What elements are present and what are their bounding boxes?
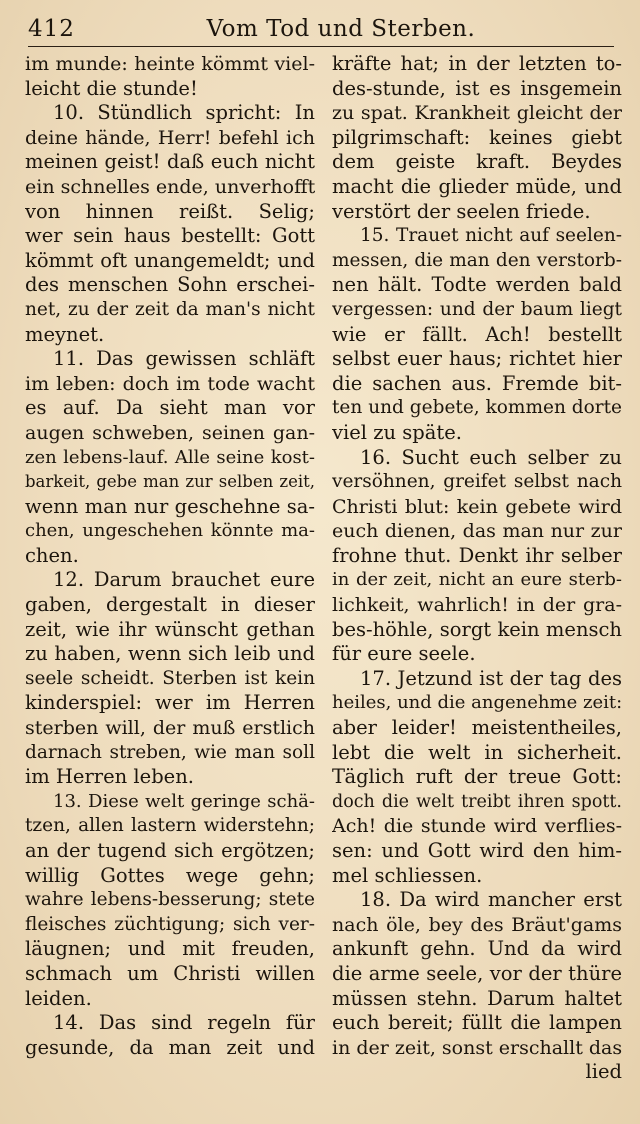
text-line: versöhnen, greifet selbst nach (332, 471, 622, 493)
text-line: 16. Sucht euch selber zu (360, 445, 622, 469)
text-line: sterben will, der muß erstlich (25, 717, 315, 740)
text-line: in der zeit, nicht an eure sterb- (332, 569, 622, 591)
left-text-column (25, 52, 315, 1060)
text-line: frohne thut. Denkt ihr selber (332, 543, 622, 567)
text-line: Christi blut: kein gebete wird (332, 495, 622, 518)
text-line: euch bereit; füllt die lampen (332, 1011, 622, 1035)
text-line: im munde: heinte kömmt viel- (25, 53, 315, 75)
text-line: 17. Jetzund ist der tag des (360, 666, 622, 690)
text-line: wahre lebens-besserung; stete (25, 889, 315, 911)
text-line: meinen geist! daß euch nicht (25, 150, 315, 174)
text-line: wenn man nur geschehne sa- (25, 494, 315, 518)
text-line: in der zeit, sonst erschallt das (332, 1036, 622, 1059)
text-line: messen, die man den verstorb- (332, 249, 622, 271)
text-line: chen. (25, 543, 79, 567)
text-line: heiles, und die angenehme zeit: (332, 692, 622, 714)
text-line: lebt die welt in sicherheit. (332, 740, 622, 764)
text-line: 11. Das gewissen schläft (53, 347, 315, 371)
text-line: selbst euer haus; richtet hier (332, 347, 622, 371)
text-line: barkeit, gebe man zur selben zeit, (25, 472, 315, 492)
right-text-column (332, 52, 622, 1085)
page-header (28, 10, 614, 47)
text-line: läugnen; und mit freuden, (25, 937, 315, 961)
text-line: von hinnen reißt. Selig; (25, 199, 315, 223)
text-line: Täglich ruft der treue Gott: (332, 765, 622, 789)
text-line: gesunde, da man zeit und (25, 1035, 315, 1059)
text-line: ein schnelles ende, unverhofft (25, 175, 315, 198)
text-line: verstört der seelen friede. (332, 199, 591, 223)
text-line: die sachen aus. Fremde bit- (332, 371, 622, 395)
text-line: gaben, dergestalt in dieser (25, 593, 315, 617)
page-number: 412 (28, 16, 75, 42)
text-line: im Herren leben. (25, 765, 194, 789)
text-line: sen: und Gott wird den him- (332, 839, 622, 862)
text-line: chen, ungeschehen könnte ma- (25, 520, 315, 542)
text-line: lichkeit, wahrlich! in der gra- (332, 594, 622, 617)
text-line: 15. Trauet nicht auf seelen- (360, 225, 622, 247)
text-line: wie er fällt. Ach! bestellt (332, 322, 622, 346)
text-line: mel schliessen. (332, 863, 483, 887)
text-line: net, zu der zeit da man's nicht (25, 298, 315, 320)
text-line: aber leider! meistentheiles, (332, 716, 622, 740)
text-line: lied (585, 1060, 622, 1084)
text-line: leiden. (25, 986, 92, 1010)
text-line: deine hände, Herr! befehl ich (25, 126, 315, 149)
text-line: darnach streben, wie man soll (25, 741, 315, 763)
text-line: im leben: doch im tode wacht (25, 372, 315, 395)
text-line: des-stunde, ist es insgemein (332, 76, 622, 100)
text-line: bes-höhle, sorgt kein mensch (332, 617, 622, 641)
text-line: zeit, wie ihr wünscht gethan (25, 617, 315, 641)
running-title: Vom Tod und Sterben. (206, 16, 476, 42)
text-line: an der tugend sich ergötzen; (25, 839, 315, 862)
text-line: zu spat. Krankheit gleicht der (332, 102, 622, 125)
text-line: tzen, allen lastern widerstehn; (25, 815, 315, 837)
text-line: es auf. Da sieht man vor (25, 396, 315, 420)
text-line: 10. Stündlich spricht: In (53, 101, 315, 125)
text-line: seele scheidt. Sterben ist kein (25, 667, 315, 689)
text-line: leicht die stunde! (25, 76, 198, 100)
text-line: des menschen Sohn erschei- (25, 273, 315, 297)
text-line: 18. Da wird mancher erst (360, 888, 622, 912)
text-line: macht die glieder müde, und (332, 174, 622, 198)
text-line: augen schweben, seinen gan- (25, 421, 315, 444)
text-line: willig Gottes wege gehn; (25, 863, 315, 887)
text-line: 14. Das sind regeln für (53, 1011, 315, 1035)
text-line: Ach! die stunde wird verflies- (332, 815, 622, 838)
text-line: kräfte hat; in der letzten to- (332, 52, 622, 75)
text-line: nen hält. Todte werden bald (332, 273, 622, 297)
text-line: fleisches züchtigung; sich ver- (25, 913, 315, 935)
text-line: doch die welt treibt ihren spott. (332, 791, 622, 812)
text-line: dem geiste kraft. Beydes (332, 150, 622, 174)
text-line: wer sein haus bestellt: Gott (25, 224, 315, 248)
text-line: viel zu späte. (332, 420, 462, 444)
text-line: kömmt oft unangemeldt; und (25, 248, 315, 272)
text-line: ten und gebete, kommen dorte (332, 397, 622, 419)
text-line: pilgrimschaft: keines giebt (332, 125, 622, 149)
text-line: kinderspiel: wer im Herren (25, 691, 315, 715)
text-line: euch dienen, das man nur zur (332, 520, 622, 543)
text-line: 12. Darum brauchet eure (53, 568, 315, 592)
text-line: die arme seele, vor der thüre (332, 961, 622, 985)
text-line: zen lebens-lauf. Alle seine kost- (25, 446, 315, 468)
text-line: müssen stehn. Darum haltet (332, 986, 622, 1010)
text-line: schmach um Christi willen (25, 961, 315, 985)
text-line: nach öle, bey des Bräut'gams (332, 913, 622, 936)
text-line: vergessen: und der baum liegt (332, 298, 622, 320)
text-line: 13. Diese welt geringe schä- (53, 790, 315, 812)
text-line: ankunft gehn. Und da wird (332, 937, 622, 961)
text-line: meynet. (25, 322, 105, 346)
text-line: für eure seele. (332, 642, 476, 666)
text-line: zu haben, wenn sich leib und (25, 642, 315, 666)
